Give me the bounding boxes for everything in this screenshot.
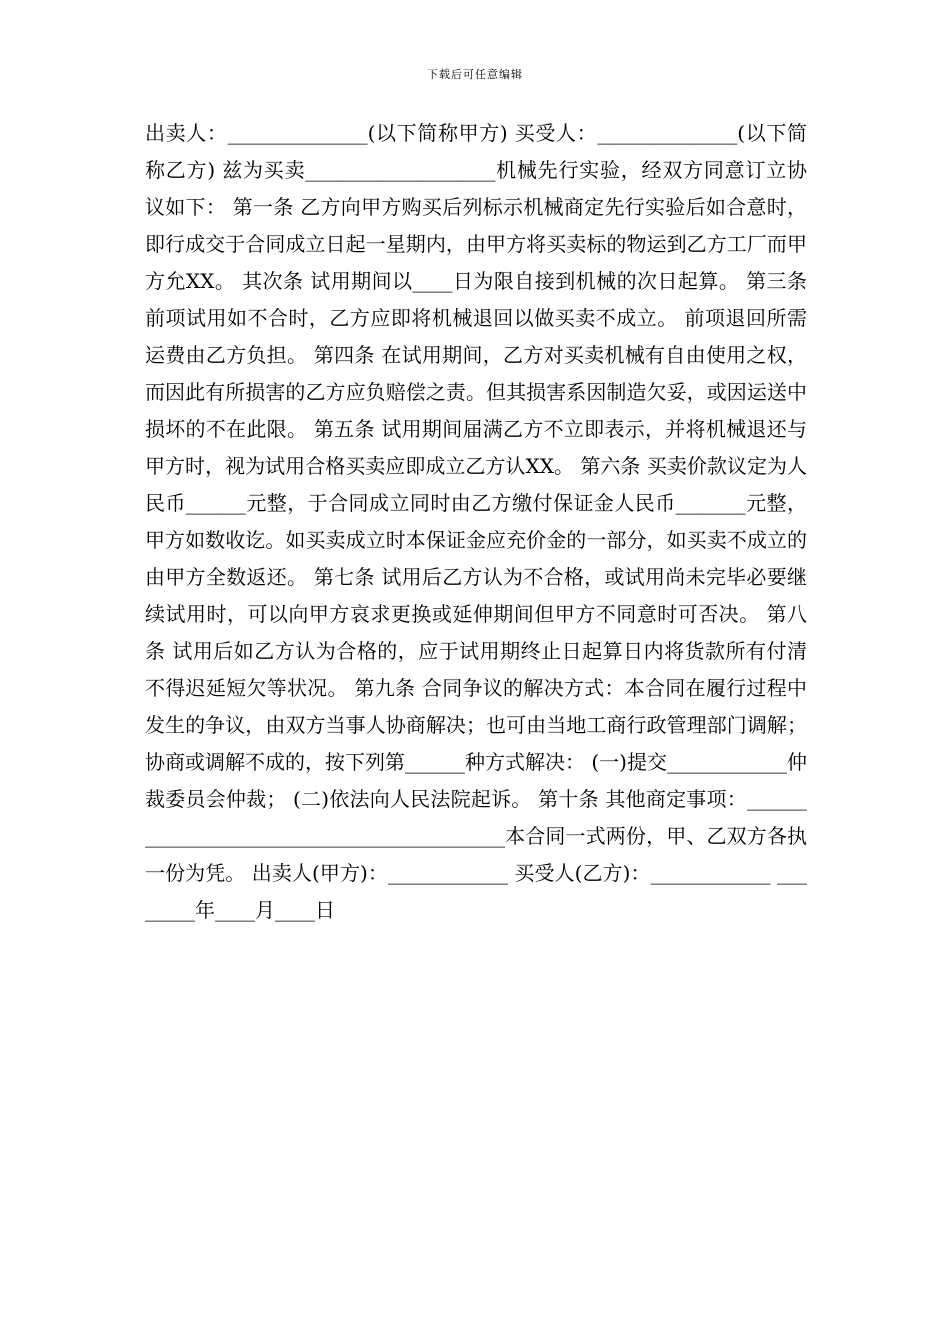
contract-body-text: 出卖人：______________(以下简称甲方) 买受人：______________(以下简称乙方) 兹为买卖___________________机械先行实验，经双方同意订立协议如下： 第一条 乙方向甲方购买后列标示机械商定先行实验后如合意时，即行成交于合同成立日起一星期内，由甲方将买卖标的物运到乙方工厂而甲方允XX。 其次条 试用期间以____日为限自接到机械的次日起算。 第三条 前项试用如不合时，乙方应即将机械退回以做买卖不成立。 前项退回所需运费由乙方负担。 第四条 在试用期间，乙方对买卖机械有自由使用之权，而因此有所损害的乙方应负赔偿之责。但其损害系因制造欠妥，或因运送中损坏的不在此限。 第五条 试用期间届满乙方不立即表示，并将机械退还与甲方时，视为试用合格买卖应即成立乙方认XX。 第六条 买卖价款议定为人民币______元整，于合同成立同时由乙方缴付保证金人民币_______元整，甲方如数收讫。如买卖成立时本保证金应充价金的一部分，如买卖不成立的由甲方全数返还。 第七条 试用后乙方认为不合格，或试用尚未完毕必要继续试用时，可以向甲方哀求更换或延伸期间但甲方不同意时可否决。 第八条 试用后如乙方认为合格的，应于试用期终止日起算日内将货款所有付清不得迟延短欠等状况。 第九条 合同争议的解决方式：本合同在履行过程中发生的争议，由双方当事人协商解决；也可由当地工商行政管理部门调解；协商或调解不成的，按下列第______种方式解决： (一)提交____________仲裁委员会仲裁； (二)依法向人民法院起诉。 第十条 其他商定事项：__________________________________________本合同一式两份，甲、乙双方各执一份为凭。 出卖人(甲方)：____________ 买受人(乙方)：____________ ________年____月____日 xyxy=(145,121,807,922)
page-header-note: 下载后可任意编辑 xyxy=(427,68,523,81)
